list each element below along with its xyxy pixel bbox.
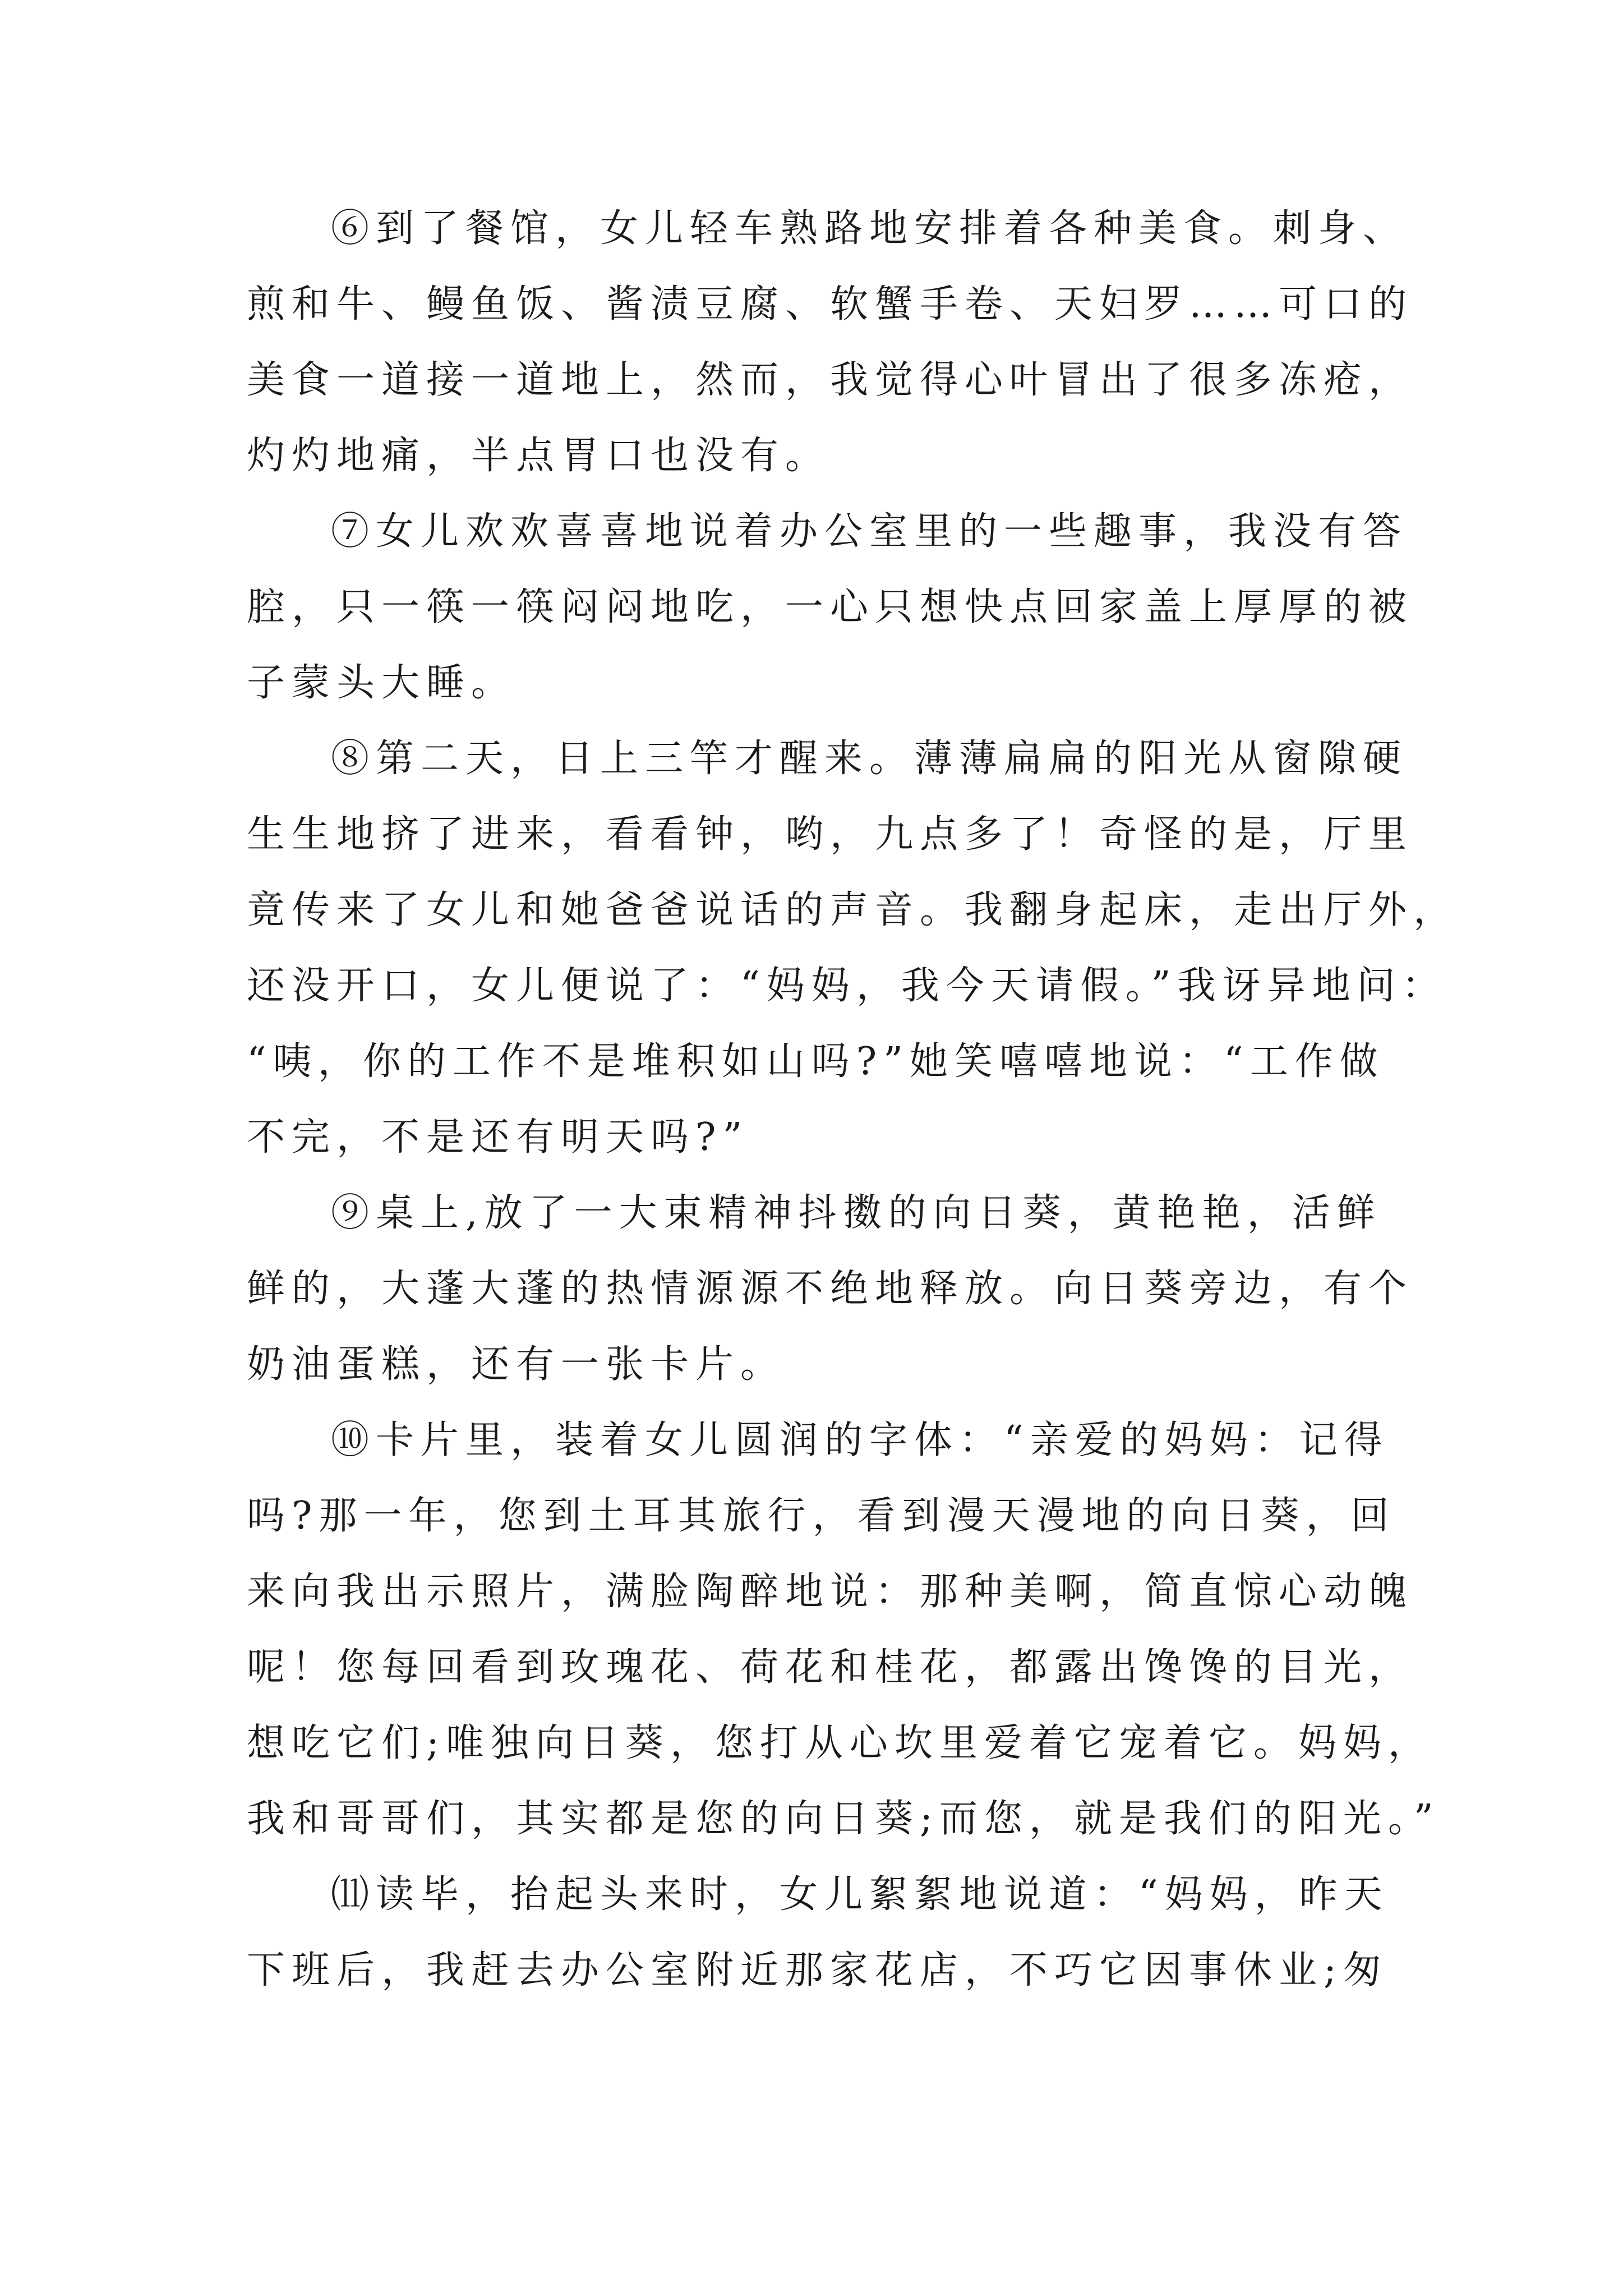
- text-line: 不完，不是还有明天吗?”: [247, 1115, 749, 1159]
- text-line: 灼灼地痛，半点胃口也没有。: [247, 434, 831, 478]
- text-line: ⑥到了餐馆，女儿轻车熟路地安排着各种美食。刺身、: [331, 206, 1408, 251]
- text-line: 来向我出示照片，满脸陶醉地说：那种美啊，简直惊心动魄: [247, 1570, 1414, 1614]
- text-line: 竟传来了女儿和她爸爸说话的声音。我翻身起床，走出厅外，: [247, 888, 1459, 932]
- text-line: ⑨桌上,放了一大束精神抖擞的向日葵，黄艳艳，活鲜: [331, 1191, 1382, 1235]
- text-line: ⑩卡片里，装着女儿圆润的字体：“亲爱的妈妈：记得: [331, 1418, 1389, 1462]
- text-line: 还没开口，女儿便说了：“妈妈，我今天请假。”我讶异地问：: [247, 964, 1447, 1008]
- text-line: ⑧第二天，日上三竿才醒来。薄薄扁扁的阳光从窗隙硬: [331, 737, 1408, 781]
- text-line: 下班后，我赶去办公室附近那家花店，不巧它因事休业;匆: [247, 1948, 1388, 1993]
- text-line: 奶油蛋糕，还有一张卡片。: [247, 1342, 786, 1387]
- text-line: ⑦女儿欢欢喜喜地说着办公室里的一些趣事，我没有答: [331, 509, 1408, 554]
- text-line: “咦，你的工作不是堆积如山吗?”她笑嘻嘻地说：“工作做: [247, 1039, 1385, 1084]
- text-line: 鲜的，大蓬大蓬的热情源源不绝地释放。向日葵旁边，有个: [247, 1267, 1414, 1311]
- text-line: 美食一道接一道地上，然而，我觉得心叶冒出了很多冻疮，: [247, 358, 1414, 402]
- text-line: 生生地挤了进来，看看钟，哟，九点多了！奇怪的是，厅里: [247, 812, 1414, 857]
- text-line: 呢！您每回看到玫瑰花、荷花和桂花，都露出馋馋的目光，: [247, 1645, 1414, 1690]
- text-line: ⑾读毕，抬起头来时，女儿絮絮地说道：“妈妈，昨天: [331, 1872, 1389, 1917]
- text-line: 吗?那一年，您到土耳其旅行，看到漫天漫地的向日葵，回: [247, 1494, 1396, 1538]
- text-line: 煎和牛、鳗鱼饭、酱渍豆腐、软蟹手卷、天妇罗……可口的: [247, 282, 1414, 326]
- text-line: 我和哥哥们，其实都是您的向日葵;而您，就是我们的阳光。”: [247, 1797, 1440, 1841]
- text-line: 想吃它们;唯独向日葵，您打从心坎里爱着它宠着它。妈妈，: [247, 1721, 1433, 1765]
- text-line: 子蒙头大睡。: [247, 661, 517, 705]
- text-line: 腔，只一筷一筷闷闷地吃，一心只想快点回家盖上厚厚的被: [247, 585, 1414, 629]
